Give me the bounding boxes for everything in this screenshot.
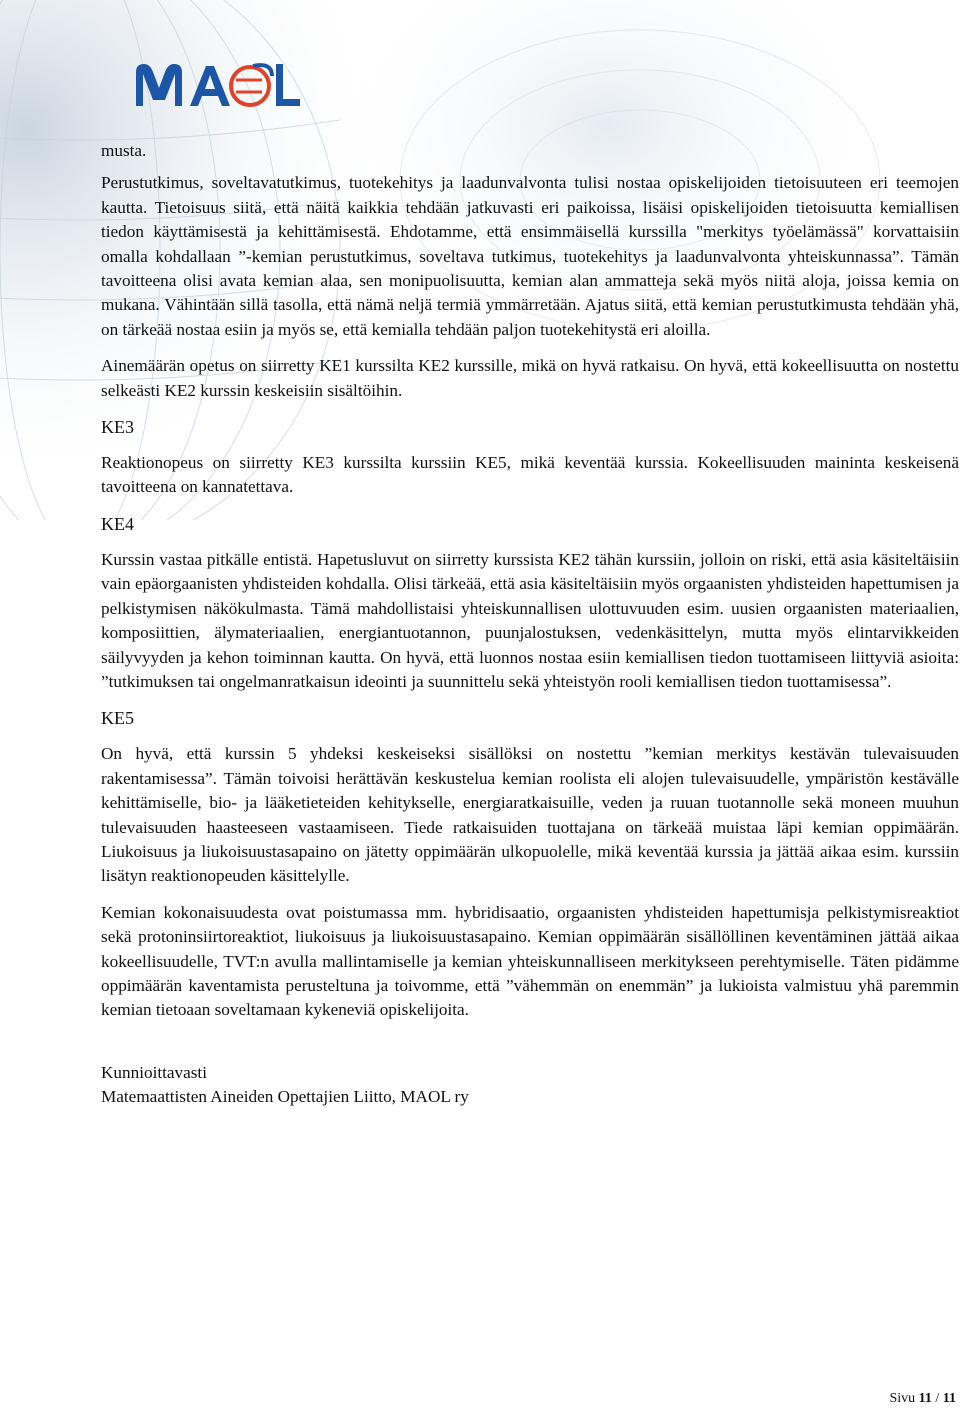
paragraph: musta.: [101, 141, 147, 160]
page-number: [889, 1390, 956, 1408]
paragraph: Kurssin vastaa pitkälle entistä. Hapetusluvut on siirretty kurssista KE2 tähän kurssiin, jolloin on riski, että asia käsiteltäisiin vain epäorgaanisten yhdisteiden kohdalla. Olisi tärkeää, että asia käsiteltäisiin myös orgaanisten yhdisteiden hapettumisen ja pelkistymisen näkökulmasta. Tämä mahdollistaisi yhteiskunnallisen ulottuvuuden esim. uusien orgaanisten materiaalien, komposiittien, älymateriaalien, energiantuotannon, puunjalostuksen, vedenkäsittelyn, mutta myös elintarvikkeiden säilyvyyden ja kehon toiminnan kautta. On hyvä, että luonnos nostaa esiin kemiallisen tiedon tuottamiseen liittyviä asioita: ”tutkimuksen tai ongelmanratkaisun ideointi ja suunnittelu sekä yhteistyön rooli kemiallisen tiedon tuottamisessa”.: [101, 549, 959, 691]
document-body: [101, 139, 959, 1110]
section-heading-ke3: KE3: [101, 417, 134, 438]
section-heading-ke5: KE5: [101, 708, 134, 729]
organization-name: Matemaattisten Aineiden Opettajien Liitto, MAOL ry: [101, 1087, 469, 1107]
closing: Kunnioittavasti: [101, 1062, 207, 1082]
signature-block: [101, 1061, 959, 1110]
paragraph: Ainemäärän opetus on siirretty KE1 kurssilta KE2 kurssille, mikä on hyvä ratkaisu. On hyvä, että kokeellisuutta on nostettu selkeästi KE2 kurssin keskeisiin sisältöihin.: [101, 356, 959, 400]
page-prefix: Sivu: [889, 1391, 919, 1406]
paragraph: Reaktionopeus on siirretty KE3 kurssilta kurssiin KE5, mikä keventää kurssia. Kokeellisuuden maininta keskeisenä tavoitteena on kannatettava.: [101, 453, 959, 497]
section-heading-ke4: KE4: [101, 513, 134, 534]
paragraph: Perustutkimus, soveltavatutkimus, tuotekehitys ja laadunvalvonta tulisi nostaa opiskelijoiden tietoisuuteen eri teemojen kautta. Tietoisuus siitä, että näitä kaikkia tehdään jatkuvasti eri paikoissa, lisäisi opiskelijoiden tietoisuutta kemiallisen tiedon käyttämisestä ja kehittämisestä. Ehdotamme, että ensimmäisellä kurssilla "merkitys työelämässä" korvattaisiin omalla kohdallaan ”-kemian perustutkimus, soveltava tutkimus, tuotekehitys ja laadunvalvonta yhteiskunnassa”. Tämän tavoitteena olisi avata kemian alaa, sen monipuolisuutta, kemian alan ammatteja sekä myös niitä aloja, joissa kemia on mukana. Vähintään sillä tasolla, että nämä neljä termiä ymmärretään. Ajatus siitä, että kemian perustutkimusta tehdään yhä, on tärkeää nostaa esiin ja myös se, että kemialla tehdään paljon tuotekehitystä eri aloilla.: [101, 173, 959, 339]
page-current: 11: [918, 1391, 932, 1406]
paragraph: On hyvä, että kurssin 5 yhdeksi keskeiseksi sisällöksi on nostettu ”kemian merkitys kestävän tulevaisuuden rakentamisessa”. Tämän toivoisi herättävän keskustelua kemian roolista eli alojen tulevaisuudelle, ympäristön kestävälle kehittämiselle, bio- ja lääketieteiden kehitykselle, energiaratkaisuille, veden ja ruuan tuotannolle sekä moneen muuhun tulevaisuuden haasteeseen vastaamiseen. Tiede ratkaisuiden tuottajana on tärkeää muistaa läpi kemian oppimäärän. Liukoisuus ja liukoisuustasapaino on jätetty oppimäärän ulkopuolelle, mikä keventää kurssia ja jättää aikaa esim. kurssiin lisätyn reaktionopeuden käsittelylle.: [101, 744, 959, 886]
paragraph: Kemian kokonaisuudesta ovat poistumassa mm. hybridisaatio, orgaanisten yhdisteiden hapettumisja pelkistymisreaktiot sekä protoninsiirtoreaktiot, liukoisuus ja liukoisuustasapaino. Kemian oppimäärän sisällöllinen keventäminen jättää aikaa kokeellisuudelle, TVT:n avulla mallintamiselle ja kemian yhteiskunnalliseen merkitykseen perehtymiselle. Täten pidämme oppimäärän kaventamista perusteltuna ja toivomme, että ”vähemmän on enemmän” ja lukioista valmistuu yhä paremmin kemian tietoaan soveltamaan kykeneviä opiskelijoita.: [101, 902, 959, 1020]
maol-logo: [132, 58, 302, 110]
page-total: 11: [942, 1391, 956, 1406]
page-separator: /: [931, 1391, 943, 1406]
